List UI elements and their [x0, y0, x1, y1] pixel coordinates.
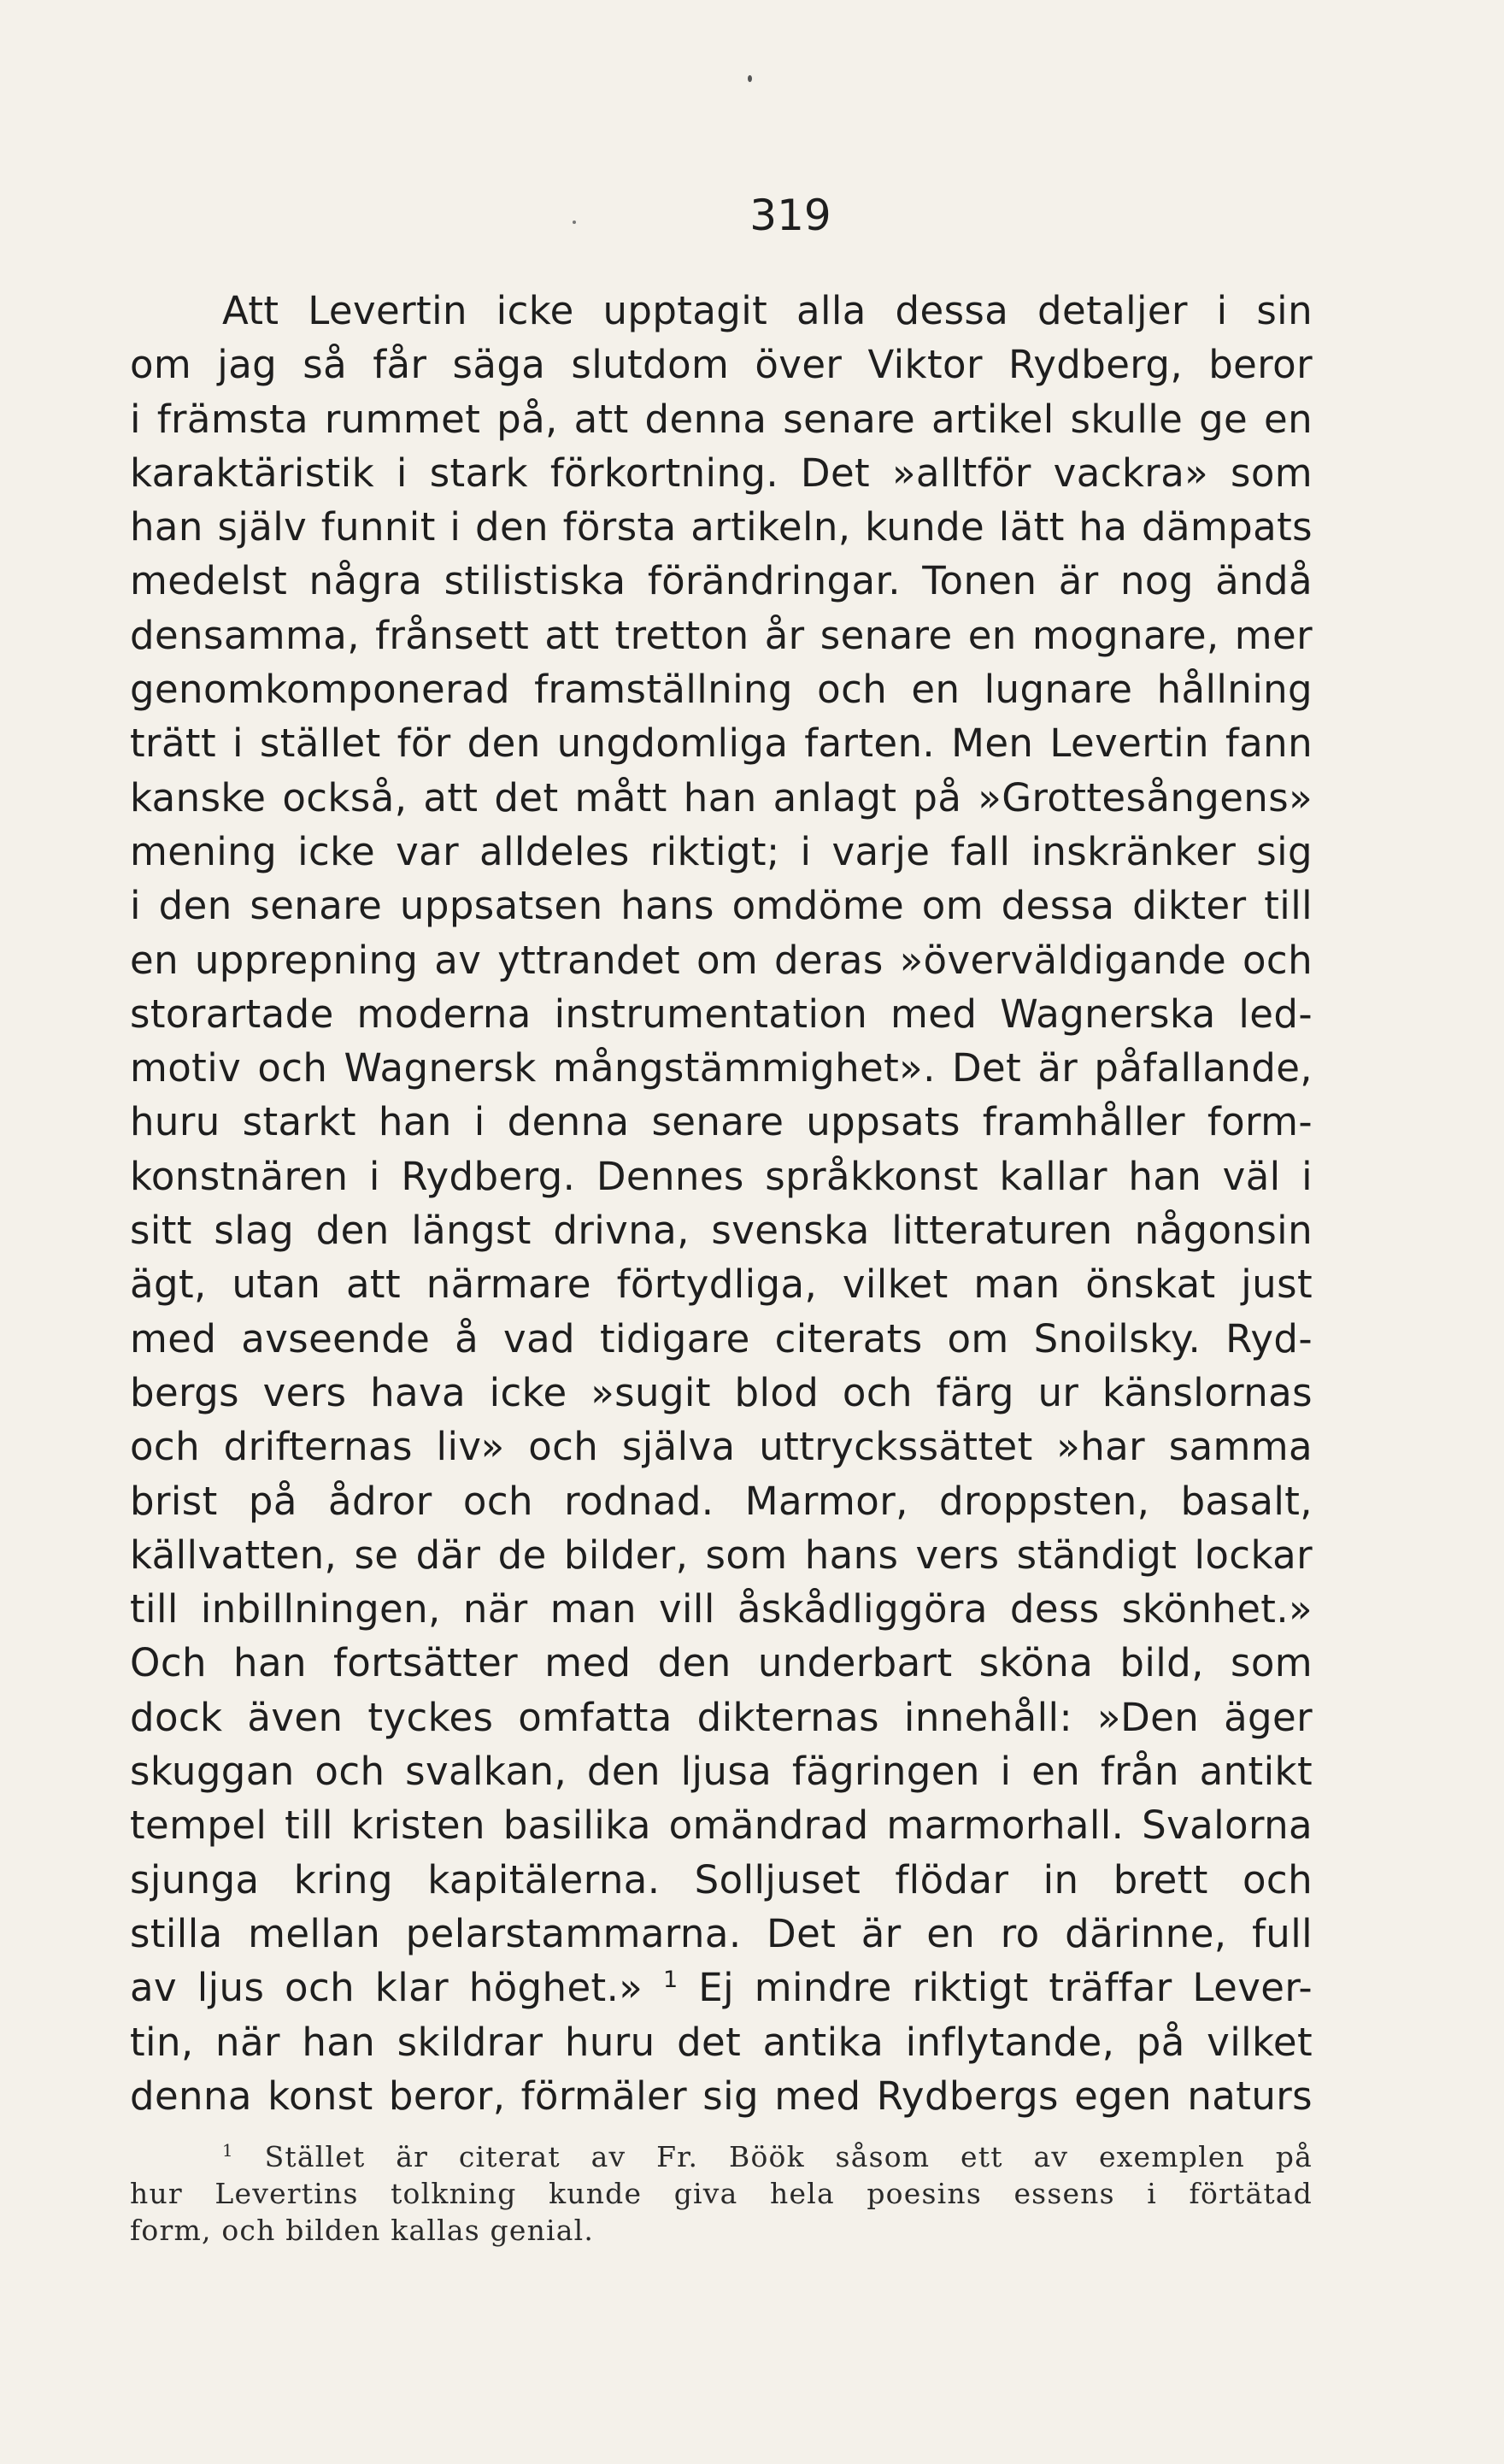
text-line: han själv funnit i den första artikeln, kunde lätt ha dämpats	[130, 504, 1313, 550]
text-line: huru starkt han i denna senare uppsats framhåller form-	[130, 1099, 1313, 1145]
text-line: sitt slag den längst drivna, svenska litteraturen någonsin	[130, 1208, 1313, 1254]
text-line: bergs vers hava icke »sugit blod och färg ur känslornas	[130, 1369, 1313, 1415]
text-line: ägt, utan att närmare förtydliga, vilket man önskat just	[130, 1261, 1313, 1308]
text-line: stilla mellan pelarstammarna. Det är en ro därinne, full	[130, 1910, 1313, 1956]
text-line: i den senare uppsatsen hans omdöme om dessa dikter till	[130, 883, 1313, 929]
text-line: brist på ådror och rodnad. Marmor, droppsten, basalt,	[130, 1478, 1313, 1524]
text-line: till inbillningen, när man vill åskådliggöra dess skönhet.»	[130, 1586, 1313, 1632]
text-line: medelst några stilistiska förändringar. Tonen är nog ändå	[130, 558, 1313, 604]
footnote-line	[130, 2138, 1313, 2175]
text-line: i främsta rummet på, att denna senare artikel skulle ge en	[130, 396, 1313, 442]
print-smudge	[748, 75, 752, 82]
text-line-with-footnote-ref	[130, 1961, 1313, 2014]
text-line: källvatten, se där de bilder, som hans vers ständigt lockar	[130, 1532, 1313, 1578]
text-line-head: av ljus och klar höghet.»	[130, 1965, 643, 2011]
text-line: Och han fortsätter med den underbart sköna bild, som	[130, 1640, 1313, 1686]
body-text	[130, 284, 1313, 2123]
text-line: med avseende å vad tidigare citerats om Snoilsky. Ryd-	[130, 1315, 1313, 1361]
footnote-line: form, och bilden kallas genial.	[130, 2214, 595, 2247]
text-line: storartade moderna instrumentation med Wagnerska led-	[130, 991, 1313, 1037]
text-line: om jag så får säga slutdom över Viktor Rydberg, beror	[130, 342, 1313, 388]
footnote-text: Stället är citerat av Fr. Böök såsom ett av exemplen på	[264, 2140, 1313, 2173]
text-line: konstnären i Rydberg. Dennes språkkonst kallar han väl i	[130, 1153, 1313, 1199]
text-line: dock även tyckes omfatta dikternas innehåll: »Den äger	[130, 1694, 1313, 1740]
footnote-line: hur Levertins tolkning kunde giva hela poesins essens i förtätad	[130, 2177, 1313, 2210]
text-line: skuggan och svalkan, den ljusa fägringen i en från antikt	[130, 1749, 1313, 1795]
text-line: motiv och Wagnersk mångstämmighet». Det är påfallande,	[130, 1045, 1313, 1091]
text-line-tail: Ej mindre riktigt träffar Lever-	[698, 1965, 1313, 2011]
text-line: genomkomponerad framställning och en lugnare hållning	[130, 667, 1313, 713]
text-line: tempel till kristen basilika omändrad marmorhall. Svalorna	[130, 1802, 1313, 1849]
text-line: karaktäristik i stark förkortning. Det »alltför vackra» som	[130, 450, 1313, 496]
text-line: och drifternas liv» och själva uttryckssättet »har samma	[130, 1424, 1313, 1470]
text-line: densamma, frånsett att tretton år senare en mognare, mer	[130, 612, 1313, 658]
text-line: en upprepning av yttrandet om deras »överväldigande och	[130, 937, 1313, 983]
footnote-marker: 1	[222, 2141, 234, 2161]
text-line: sjunga kring kapitälerna. Solljuset flödar in brett och	[130, 1856, 1313, 1902]
text-line: kanske också, att det mått han anlagt på »Grottesångens»	[130, 774, 1313, 820]
footnote-reference: 1	[662, 1967, 679, 1994]
footnote	[130, 2138, 1313, 2249]
page-number: 319	[749, 191, 831, 240]
text-line: tin, när han skildrar huru det antika inflytande, på vilket	[130, 2019, 1313, 2065]
text-line: trätt i stället för den ungdomliga farten. Men Levertin fann	[130, 720, 1313, 767]
text-line: mening icke var alldeles riktigt; i varje fall inskränker sig	[130, 828, 1313, 874]
text-line: Att Levertin icke upptagit alla dessa detaljer i sin	[222, 288, 1313, 333]
text-line: denna konst beror, förmäler sig med Rydbergs egen naturs	[130, 2073, 1313, 2119]
